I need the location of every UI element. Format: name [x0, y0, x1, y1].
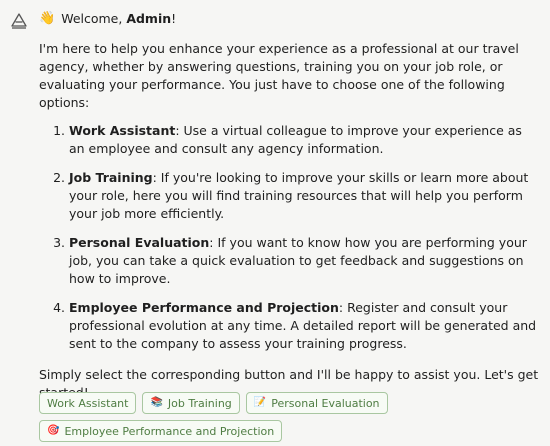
job-training-button[interactable]	[142, 392, 239, 414]
waving-hand-icon: 👋	[39, 11, 56, 26]
work-assistant-label: Work Assistant	[47, 396, 129, 410]
employee-performance-label: Employee Performance and Projection	[64, 424, 275, 438]
options-list	[39, 122, 539, 353]
memo-icon: 📝	[253, 397, 267, 408]
intro-text: I'm here to help you enhance your experience as a professional at our travel agency, whether by answering questions, training you on your job role, or evaluating your performance. You just have to choose one of the following options:	[39, 41, 519, 110]
list-item	[69, 169, 539, 223]
greeting	[39, 8, 539, 30]
personal-evaluation-label: Personal Evaluation	[271, 396, 380, 410]
employee-performance-button[interactable]	[39, 420, 282, 442]
greeting-prefix: Welcome,	[61, 11, 127, 26]
option-title: Job Training	[69, 170, 153, 185]
greeting-name: Admin	[126, 11, 172, 26]
option-text: : If you're looking to improve your skills or learn more about your role, here you will find training resources that will help you perform your job more efficiently.	[69, 170, 529, 221]
assistant-message	[39, 8, 539, 402]
work-assistant-button[interactable]	[39, 392, 136, 414]
job-training-label: Job Training	[167, 396, 232, 410]
option-title: Work Assistant	[69, 123, 176, 138]
target-icon: 🎯	[47, 425, 60, 436]
option-text: : Use a virtual colleague to improve your experience as an employee and consult any agency information.	[69, 123, 522, 156]
list-item	[69, 234, 539, 288]
option-title: Employee Performance and Projection	[69, 300, 339, 315]
books-icon: 📚	[150, 397, 163, 408]
personal-evaluation-button[interactable]	[246, 392, 388, 414]
assistant-logo-icon	[10, 12, 28, 30]
list-item	[69, 299, 539, 353]
option-text: : Register and consult your professional evolution at any time. A detailed report will be generated and sent to the company to assess your training progress.	[69, 300, 537, 351]
greeting-suffix: !	[171, 11, 177, 26]
list-item	[69, 122, 539, 158]
option-title: Personal Evaluation	[69, 235, 210, 250]
quick-actions	[39, 392, 539, 446]
closing-text: Simply select the corresponding button and I'll be happy to assist you. Let's get	[39, 367, 539, 382]
option-text: : If you want to know how you are performing your job, you can take a quick evaluation to get feedback and suggestions on how to improve.	[69, 235, 527, 286]
